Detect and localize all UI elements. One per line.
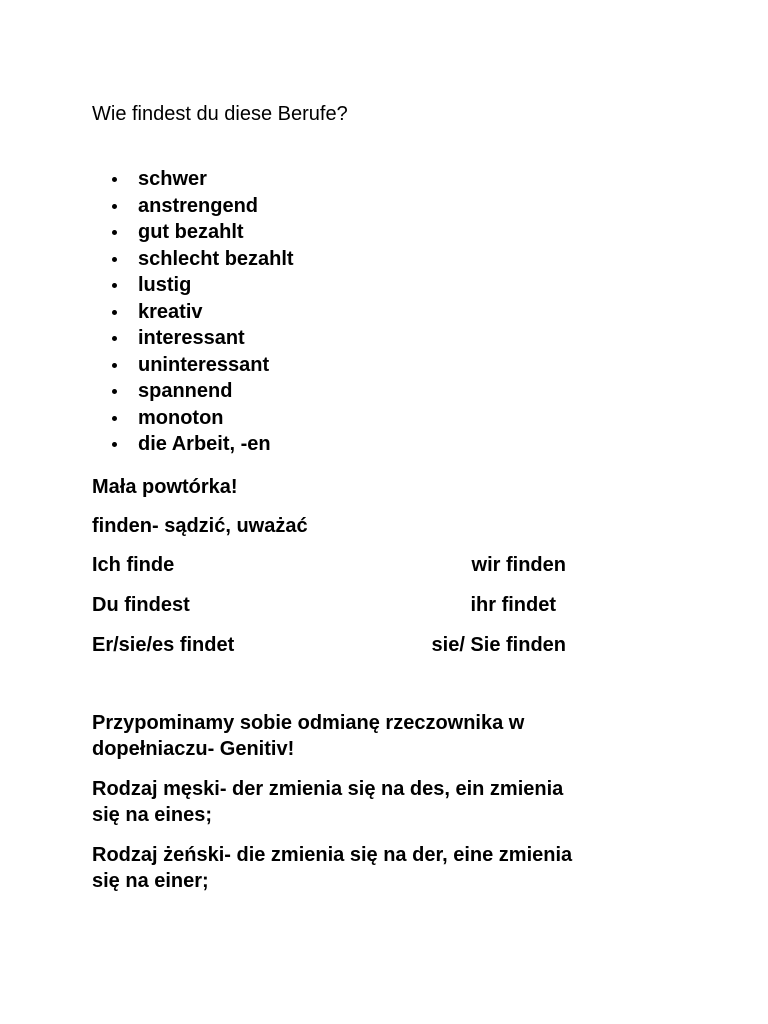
- list-item: [112, 246, 294, 273]
- feminine-rule-line-2: się na einer;: [92, 870, 209, 892]
- list-item: [112, 378, 294, 405]
- list-item-label: gut bezahlt: [138, 221, 244, 243]
- list-item: [112, 352, 294, 379]
- genitive-intro: [92, 710, 672, 762]
- adjective-list: [112, 166, 294, 458]
- review-title: Mała powtórka!: [92, 476, 238, 498]
- conjugation-singular-2: Du findest: [92, 594, 190, 616]
- list-item: [112, 272, 294, 299]
- masculine-rule-line-1: Rodzaj męski- der zmienia się na des, ein zmienia: [92, 778, 564, 800]
- bullet-icon: [112, 336, 117, 341]
- conjugation-plural-3: sie/ Sie finden: [431, 634, 566, 656]
- genitive-intro-line-1: Przypominamy sobie odmianę rzeczownika w: [92, 712, 525, 734]
- masculine-rule-line-2: się na eines;: [92, 804, 213, 826]
- bullet-icon: [112, 257, 117, 262]
- conjugation-plural-1: wir finden: [471, 554, 566, 576]
- list-item-label: interessant: [138, 327, 245, 349]
- bullet-icon: [112, 283, 117, 288]
- bullet-icon: [112, 230, 117, 235]
- list-item: [112, 193, 294, 220]
- list-item-label: lustig: [138, 274, 192, 296]
- list-item-label: anstrengend: [138, 194, 259, 217]
- list-item: [112, 299, 294, 326]
- bullet-icon: [112, 416, 117, 421]
- list-item-label: die Arbeit, -en: [138, 433, 271, 455]
- list-item: [112, 405, 294, 432]
- bullet-icon: [112, 310, 117, 315]
- conjugation-singular-1: Ich finde: [92, 554, 175, 576]
- list-item: [112, 219, 294, 246]
- genitive-intro-line-2: dopełniaczu- Genitiv!: [92, 738, 295, 760]
- genitive-feminine-rule: [92, 842, 672, 894]
- list-item: [112, 325, 294, 352]
- list-item: [112, 166, 294, 193]
- bullet-icon: [112, 204, 117, 209]
- bullet-icon: [112, 177, 117, 182]
- list-item-label: schwer: [138, 168, 207, 190]
- page-heading: Wie findest du diese Berufe?: [92, 103, 348, 125]
- list-item-label: schlecht bezahlt: [138, 247, 294, 270]
- list-item-label: spannend: [138, 380, 233, 402]
- list-item-label: uninteressant: [138, 353, 270, 376]
- list-item-label: kreativ: [138, 300, 203, 323]
- feminine-rule-line-1: Rodzaj żeński- die zmienia się na der, eine zmienia: [92, 844, 573, 866]
- verb-definition: finden- sądzić, uważać: [92, 515, 308, 537]
- list-item-label: monoton: [138, 406, 224, 429]
- bullet-icon: [112, 363, 117, 368]
- genitive-masculine-rule: [92, 776, 672, 828]
- conjugation-singular-3: Er/sie/es findet: [92, 634, 235, 656]
- bullet-icon: [112, 389, 117, 394]
- list-item: [112, 431, 294, 458]
- conjugation-plural-2: ihr findet: [470, 594, 556, 616]
- bullet-icon: [112, 442, 117, 447]
